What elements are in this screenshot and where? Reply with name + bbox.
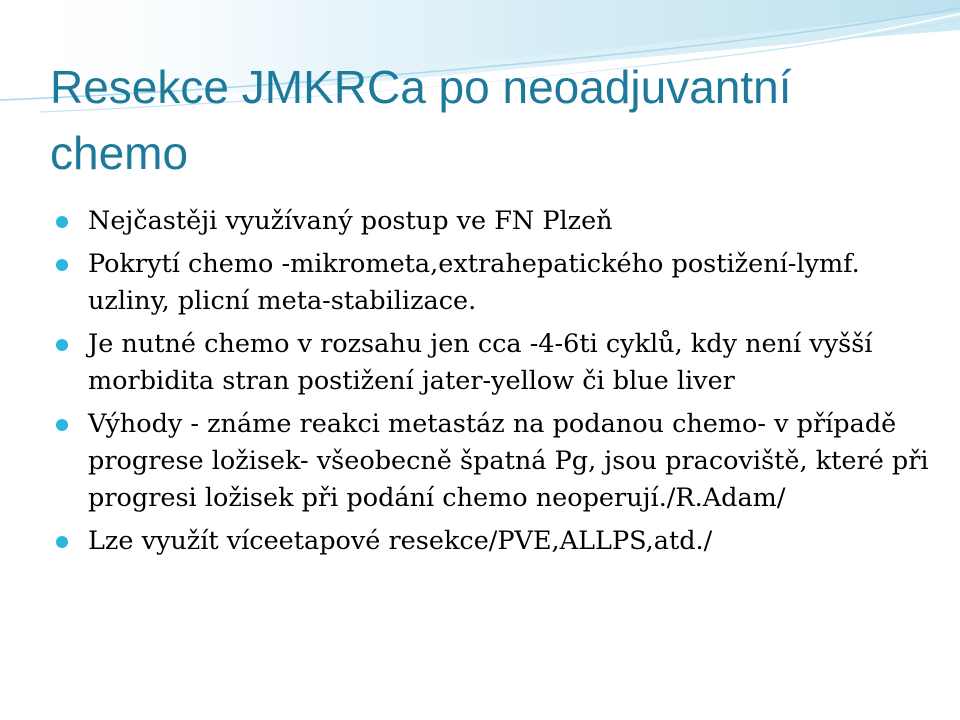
bullet-item	[54, 203, 934, 240]
bullet-item	[54, 406, 934, 517]
bullet-dot-icon	[56, 419, 68, 431]
bullet-text: Je nutné chemo v rozsahu jen cca -4-6ti cyklů, kdy není vyšší morbidita stran postižení jater-yellow či blue liver	[88, 329, 873, 396]
bullet-text: Pokrytí chemo -mikrometa,extrahepatického postižení-lymf. uzliny, plicní meta-stabilizace.	[88, 249, 860, 316]
bullet-text: Lze využít víceetapové resekce/PVE,ALLPS,atd./	[88, 526, 713, 556]
bullet-text: Výhody - známe reakci metastáz na podanou chemo- v případě progrese ložisek- všeobecně špatná Pg, jsou pracoviště, které při progresi ložisek při podání chemo neoperují./R.Adam/	[88, 409, 929, 513]
bullet-item	[54, 523, 934, 560]
bullet-dot-icon	[56, 216, 68, 228]
bullet-item	[54, 246, 934, 320]
bullet-list	[54, 203, 934, 566]
bullet-dot-icon	[56, 259, 68, 271]
slide-title: Resekce JMKRCa po neoadjuvantní chemo	[50, 61, 792, 179]
bullet-dot-icon	[56, 536, 68, 548]
bullet-item	[54, 326, 934, 400]
bullet-dot-icon	[56, 339, 68, 351]
bullet-text: Nejčastěji využívaný postup ve FN Plzeň	[88, 206, 613, 236]
